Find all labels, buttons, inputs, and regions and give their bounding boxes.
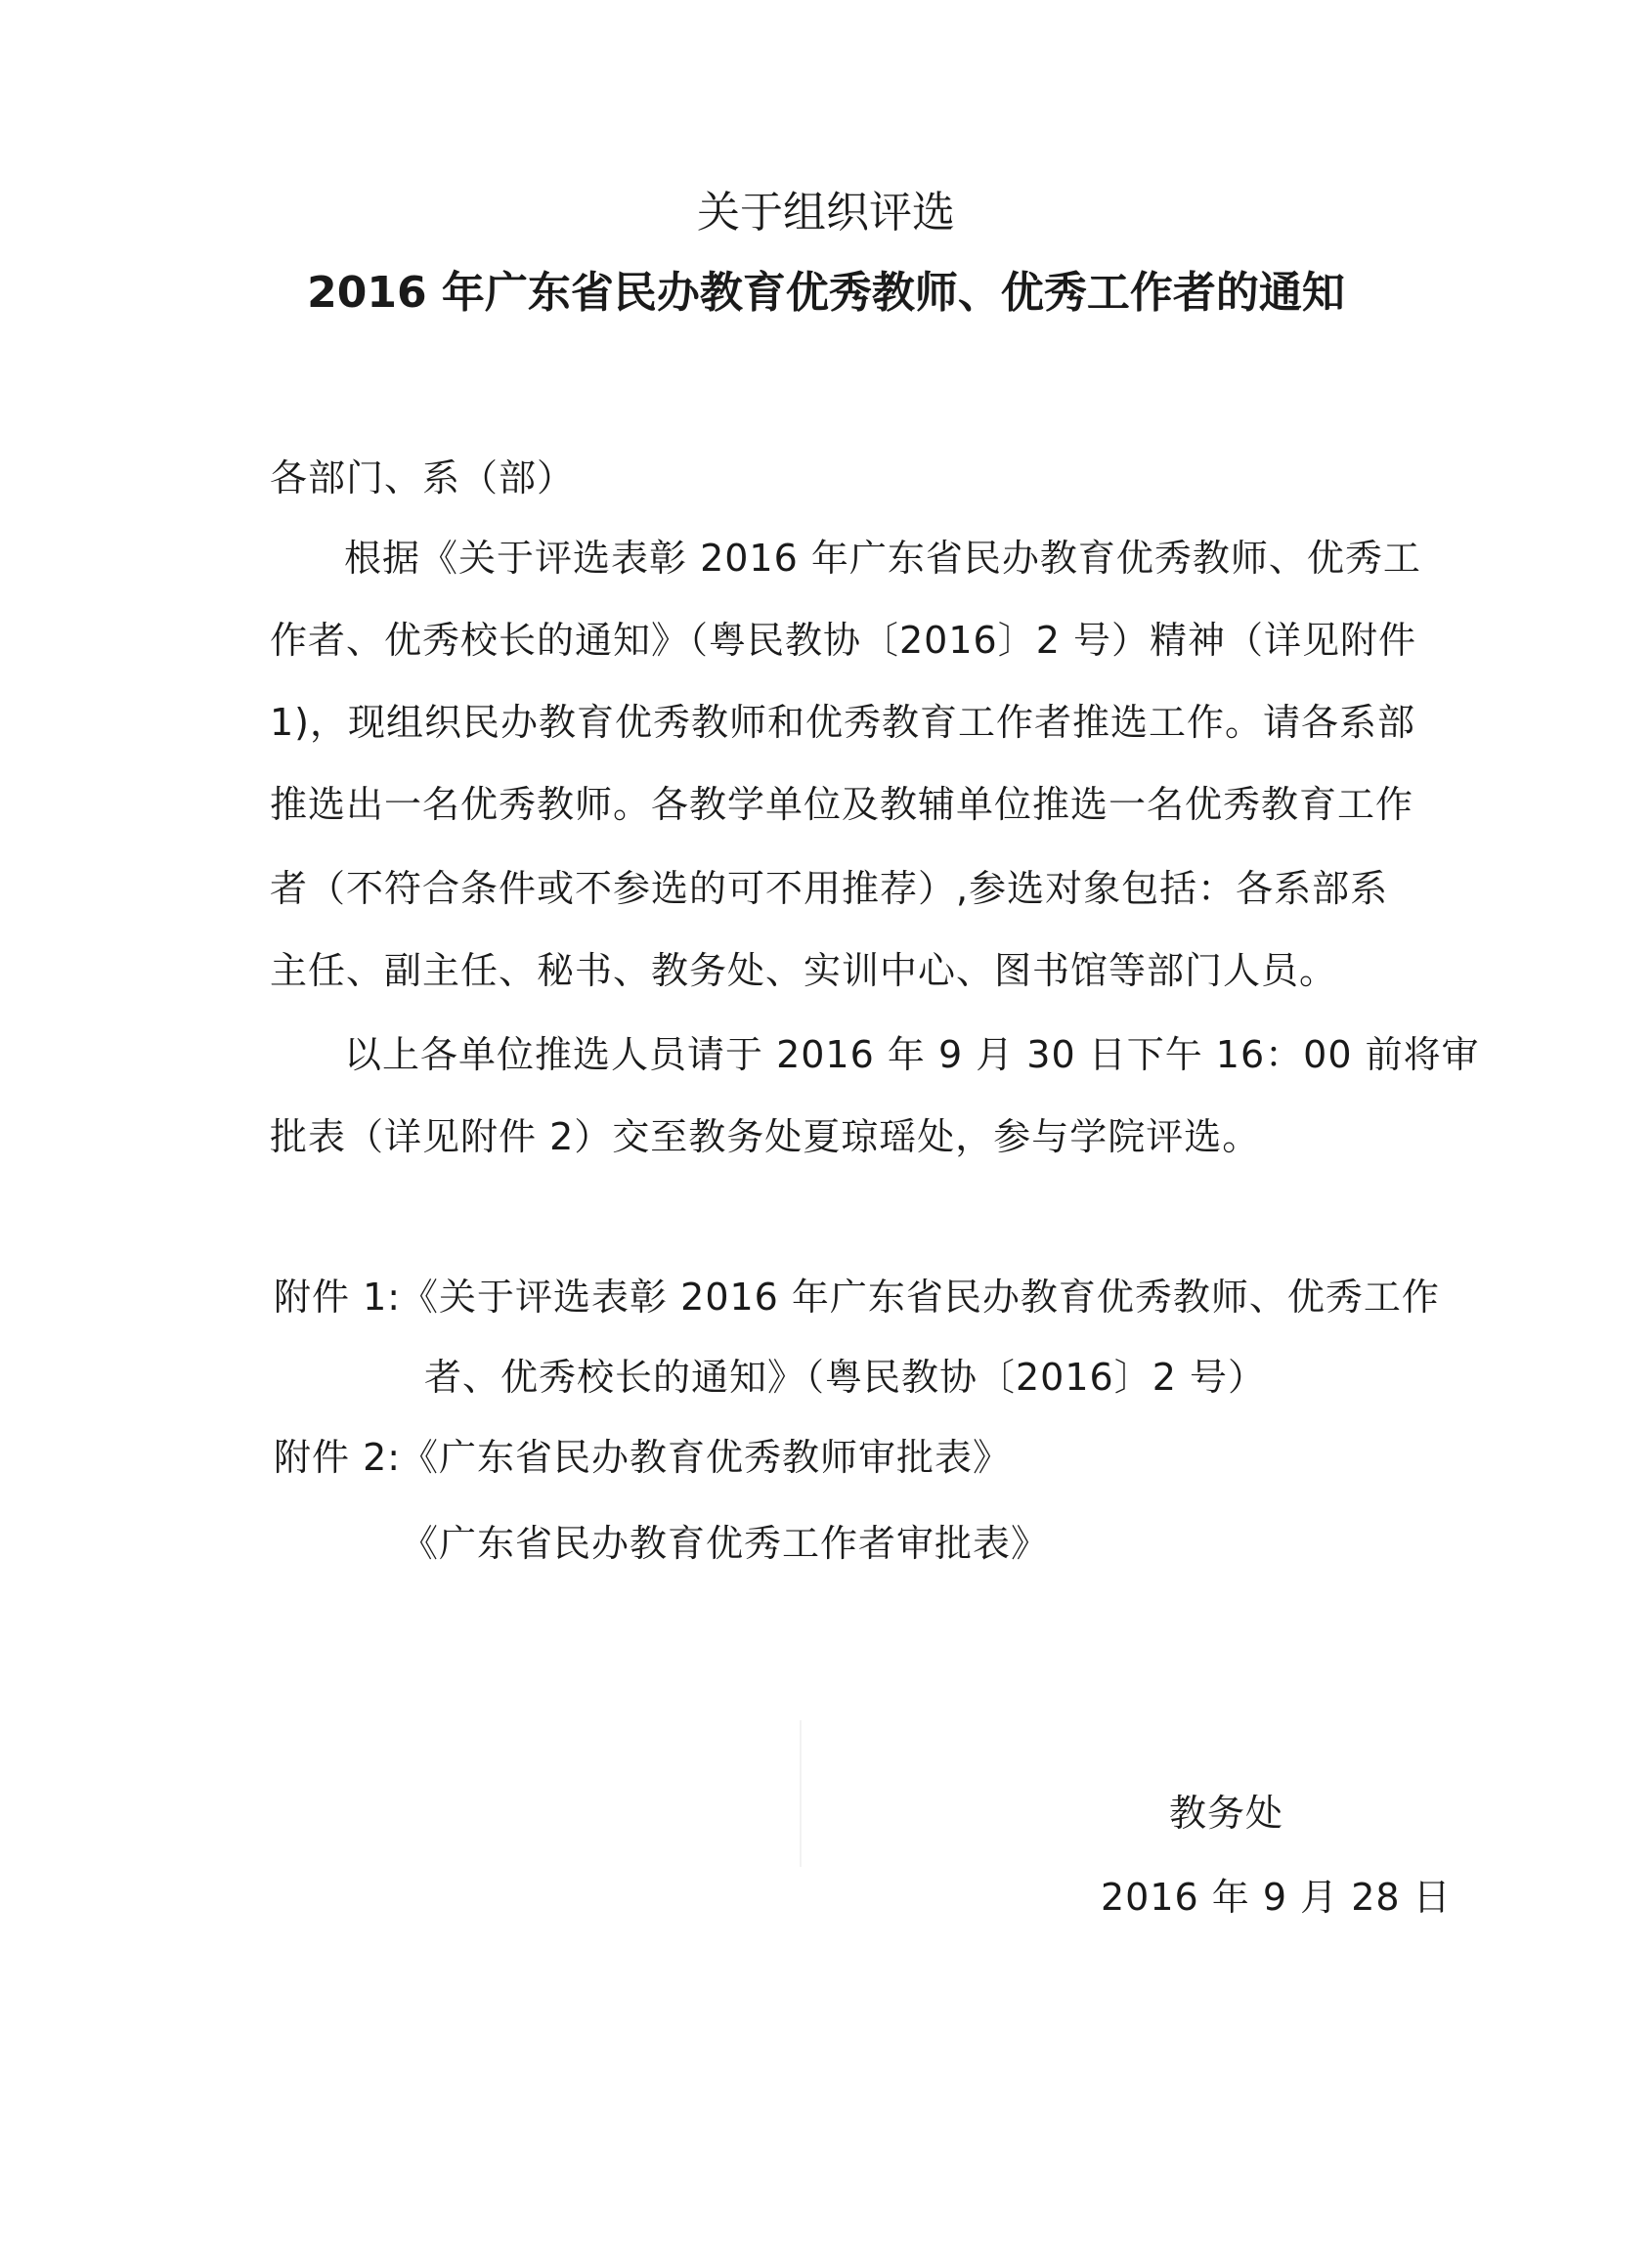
- title-line-2: 2016 年广东省民办教育优秀教师、优秀工作者的通知: [307, 268, 1345, 318]
- paragraph-1-line: 主任、副主任、秘书、教务处、实训中心、图书馆等部门人员。: [270, 949, 1338, 992]
- title-line-1: 关于组织评选: [697, 188, 955, 238]
- attachment-2-line-2: 《广东省民办教育优秀工作者审批表》: [401, 1522, 1050, 1565]
- paragraph-1-line: 推选出一名优秀教师。各教学单位及教辅单位推选一名优秀教育工作: [270, 783, 1414, 826]
- paragraph-1-line: 作者、优秀校长的通知》（粤民教协〔2016〕2 号）精神（详见附件: [270, 619, 1416, 662]
- salutation: 各部门、系（部）: [270, 456, 576, 499]
- signature-department: 教务处: [1169, 1792, 1284, 1835]
- paragraph-1-line: 者（不符合条件或不参选的可不用推荐）,参选对象包括：各系部系: [270, 867, 1389, 910]
- attachment-1-line-1: 附件 1:《关于评选表彰 2016 年广东省民办教育优秀教师、优秀工作: [274, 1276, 1440, 1319]
- attachment-1-line-2: 者、优秀校长的通知》（粤民教协〔2016〕2 号）: [424, 1356, 1266, 1399]
- scan-artifact: [800, 1720, 802, 1867]
- paragraph-2-line: 批表（详见附件 2）交至教务处夏琼瑶处，参与学院评选。: [270, 1115, 1261, 1158]
- signature-date: 2016 年 9 月 28 日: [1101, 1876, 1452, 1919]
- paragraph-1-line: 根据《关于评选表彰 2016 年广东省民办教育优秀教师、优秀工: [344, 537, 1421, 580]
- attachment-2-line-1: 附件 2:《广东省民办教育优秀教师审批表》: [274, 1436, 1012, 1479]
- paragraph-2-line: 以上各单位推选人员请于 2016 年 9 月 30 日下午 16：00 前将审: [344, 1033, 1480, 1076]
- paragraph-1-line: 1)，现组织民办教育优秀教师和优秀教育工作者推选工作。请各系部: [270, 701, 1416, 744]
